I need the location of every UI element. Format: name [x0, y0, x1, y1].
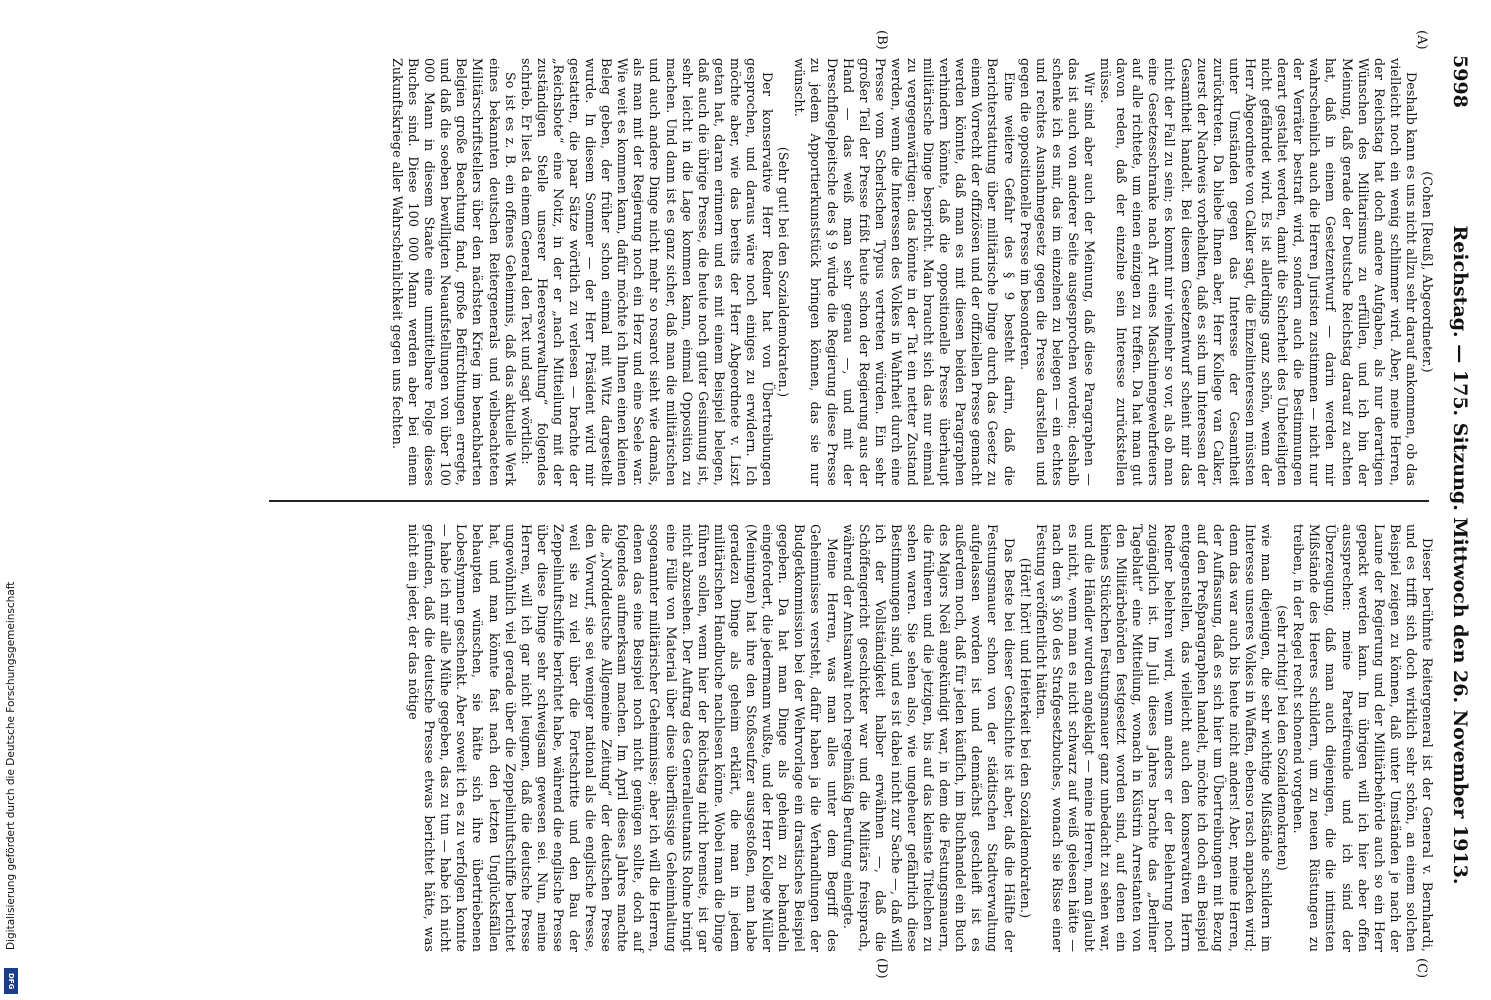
page-number: 5998: [1449, 55, 1471, 108]
paragraph: Deshalb kann es uns nicht allzu sehr darauf ankommen, ob das vielleicht noch ein wenig schlimmer wird. Aber, meine Herren, der Reichstag hat doch andere Aufgaben, als nur derartigen Wünschen des Militarismus zu erfüllen, und ich bin der Meinung, daß gerade der Deutsche Reichstag darauf zu achten hat, daß in einem Gesetzentwurf — darin werden mir wahrscheinlich auch die Herren Juristen zustimmen — nicht nur der Verräter bestraft wird, sondern auch die Bestimmungen derart gestaltet werden, damit die Sicherheit des Unbeteiligten nicht gefährdet wird. Es ist allerdings ganz schön, wenn der Herr Abgeordnete von Calker sagt, die Einzelinteressen müssten unter Umständen gegen das Interesse der Gesamtheit zurücktreten. Da bliebe Ihnen aber, Herr Kollege van Calker, zuerst der Nachweis vorbehalten, daß es sich um Interessen der Gesamtheit handelt. Bei diesem Gesetzentwurf scheint mir das nicht der Fall zu sein; es kommt mir vielmehr so vor, als ob man eine Gesetzesschranke nach Art eines Maschinengewehrfeuers auf alle richtete, um einen einzigen zu treffen. Da hat man gut davon reden, daß der einzelne sein Interesse zurückstellen müsse.: [1098, 58, 1419, 486]
paragraph: wie man diejenigen, die sehr wichtige Mißstände schildern im Interesse unseres Volkes in Waffen, ebenso rasch anpacken wird; denn das war auch bis heute nicht anders! Aber, meine Herren, der Auffassung, daß es sich hier um Übertreibungen mit Bezug auf den Preßparagraphen handelt, möchte ich doch ein Beispiel entgegenstellen, das vielleicht auch den konservativen Herrn Redner belehren wird, wenn anders er der Belehrung noch zugänglich ist. Im Juli dieses Jahres brachte das „Berliner Tageblatt“ eine Mitteilung, wonach in Küstrin Arrestanten von den Militärbehörden festgesetzt worden sind, auf denen ein kleines Stückchen Festungsmauer ganz unbedacht zu sehen war, und die Händler wurden angeklagt — meine Herren, man glaubt es nicht, wenn man es nicht schwarz auf weiß gelesen hätte — nach dem § 360 des Strafgesetzbuches, wonach sie Risse einer Festung veröffentlicht hätten.: [1033, 524, 1275, 952]
paragraph: Eine weitere Gefahr des § 9 besteht darin, daß die Berichterstattung über militärische Dinge durch das Gesetz zu einem Vorrecht der offiziösen und der offiziellen Presse gemacht werden könnte, daß man es mit diesen beiden Paragraphen verhindern könnte, daß die oppositionelle Presse überhaupt militärische Dinge bespricht. Man braucht sich das nur einmal zu vergegenwärtigen: das könnte in der Tat ein netter Zustand werden, wenn die Interessen des Volkes in Wahrheit durch eine Presse vom Scherlschen Typus vertreten würden. Ein sehr großer Teil der Presse frißt heute schon der Regierung aus der Hand — das weiß man sehr genau —, und mit der Dreschflegelpeitsche des § 9 würde die Regierung diese Presse zu jedem Apportierkunststück bringen können, das sie nur wünscht.: [792, 58, 1017, 486]
page-title: Reichstag. — 175. Sitzung. Mittwoch den 26. November 1913.: [1449, 225, 1471, 885]
interjection: (Hört! hört! und Heiterkeit bei den Sozialdemokraten.): [1017, 557, 1033, 919]
speaker-line: (Cohen [Reuß], Abgeordneter.): [1420, 171, 1435, 373]
paragraph: Wir sind aber auch der Meinung, daß diese Paragraphen — das ist auch von anderer Seite ausgesprochen worden; deshalb schenke ich es mir, das im einzelnen zu belegen — ein echtes und rechtes Ausnahmegesetz gegen die Presse darstellen und gegen die oppositionelle Presse im besonderen.: [1017, 58, 1098, 486]
interjection: (sehr richtig! bei den Sozialdemokraten): [1275, 605, 1291, 871]
margin-mark-b: (B): [874, 30, 889, 50]
digitization-credit: [2, 0, 20, 1000]
quotation: So ist es z. B. ein offenes Geheimnis, daß das aktuelle Werk eines bekannten deutschen Reitergenerals und vielbeachteten Militärschriftstellers über den nächsten Krieg im benachbarten Belgien große Beachtung fand, große Befürchtungen erregte, und daß die soeben bewilligten Neuaufstellungen von über 100 000 Mann in diesem Staate eine unmittelbare Folge dieses Buches sind. Diese 100 000 Mann werden aber bei einem Zukunftskriege aller Wahrscheinlichkeit gegen uns fechten.: [390, 58, 518, 486]
margin-mark-d: (D): [874, 958, 889, 979]
margin-mark-c: (C): [1414, 958, 1429, 979]
margin-mark-a: (A): [1414, 30, 1429, 50]
scanned-page: [191, 0, 1491, 1000]
paragraph: Meine Herren, was man alles unter dem Begriff des Geheimnisses versteht, dafür haben ja die Verhandlungen der Budgetkommission bei der Wehrvorlage ein drastisches Beispiel gegeben. Da hat man Dinge als geheim zu behandeln eingefordert, die jedermann wußte, und der Herr Kollege Müller (Meiningen) hat ihre den Stoßseufzer ausgestoßen, man habe geradezu Dinge als geheim erklärt, die man in jedem militärischen Handbuche nachlesen könne. Wobei man die Dinge führen sollen, wenn hier der Reichstag nicht bremste, ist gar nicht abzusehen. Der Auftrag des Generalleutnants Rohne bringt eine Fülle von Material über diese überflüssige Geheimhaltung sogenannter militärischer Geheimnisse; aber ich will die Herren, denen das eine Beispiel noch nicht genügen sollte, doch auf folgendes aufmerksam machen. Im April dieses Jahres machte die „Norddeutsche Allgemeine Zeitung“ der deutschen Presse den Vorwurf, sie sei weniger national als die englische Presse, weil sie zu viel über die Fortschritte und den Bau der Zeppelinluftschiffe berichtet habe, während die englische Presse über diese Dinge sehr schweigsam gewesen sei. Nun, meine Herren, will ich gar nicht leugnen, daß die deutsche Presse ungewöhnlich viel gerade über die Zeppelinluftschiffe berichtet hat, und man könnte fast nach den letzten Unglücksfällen behaupten wünschen, sie hätte sich ihre übertriebenen Lobeshymnen geschenkt. Aber soweit ich es zu verfolgen konnte — habe ich mir alle Mühe gegeben, das zu tun — habe ich nicht gefunden, daß die deutsche Presse etwas berichtet hätte, was nicht ein jeder, der das nötige: [406, 524, 840, 952]
dfg-logo: DFG: [4, 968, 18, 994]
credit-text: Digitalisierung gefördert durch die Deutsche Forschungsgemeinschaft: [5, 581, 17, 950]
right-column: [255, 524, 1435, 952]
paragraph: Dieser berühmte Reitergeneral ist der General v. Bernhardi, und es trifft sich doch wirklich sehr schön, an einem solchen Beispiel zeigen zu können, daß unter Umständen je nach der Laune der Regierung und der Militärbehörde auch so ein Herr gepackt werden kann. Im übrigen will ich hier aber offen aussprechen: meine Parteifreunde und ich sind der Überzeugung, daß man auch diejenigen, die die intimsten Mißstände des Heeres schildern, um zu neuen Rüstungen zu treiben, in der Regel recht schonend vorgehen.: [1291, 524, 1435, 952]
left-column: [255, 58, 1435, 486]
column-divider: [269, 500, 1429, 502]
paragraph: Das Beste bei dieser Geschichte ist aber, daß die Hälfte der Festungsmauer schon von der städtischen Stadtverwaltung aufgelassen worden ist und demnächst geschleift ist es außerdem noch, daß für jeden käuflich, im Buchhandel ein Buch des Majors Noël angekündigt war, in dem die Festungsmauern, die früheren und die jetzigen, bis auf das kleinste Titelchen zu sehen waren. Sie sehen also, wie ungeheuer gefährlich diese Bestimmungen sind, und es ist dabei nicht zur Sache —, daß will ich der Vollständigkeit halber erwähnen —, daß die Schöffengericht geschickter war und die Militärs freisprach, während der Amtsanwalt noch regelmäßig Berufung einlegte.: [840, 524, 1017, 952]
paragraph: Der konservative Herr Redner hat von Übertreibungen gesprochen, und daraus wäre noch einiges zu erwidern. Ich möchte aber, wie das bereits der Herr Abgeordnete v. Liszt getan hat, daran erinnern und es mit einem Beispiel belegen, daß auch die übrige Presse, die heute noch guter Gesinnung ist, sehr leicht in die Lage kommen kann, einmal Opposition zu machen. Und dann ist es ganz sicher, daß man die militärischen und auch andere Dinge nicht mehr so rosarot sieht wie damals, als man mit der Regierung noch ein Herz und eine Seele war. Wie weit es kommen kann, dafür möchte ich Ihnen einen kleinen Beleg geben, der früher schon einmal mit Witz dargestellt wurde. In diesem Sommer — der Herr Präsident wird mir gestatten, die paar Sätze wörtlich zu verlesen — brachte der „Reichsbote“ eine Notiz, in der er „nach Mitteilung mit der zuständigen Stelle unserer Heeresverwaltung“ folgendes schrieb. Er liest da einem General den Text und sagt wörtlich:: [518, 58, 776, 486]
page-header: [1445, 55, 1471, 945]
interjection: (Sehr gut! bei den Sozialdemokraten.): [776, 146, 792, 398]
